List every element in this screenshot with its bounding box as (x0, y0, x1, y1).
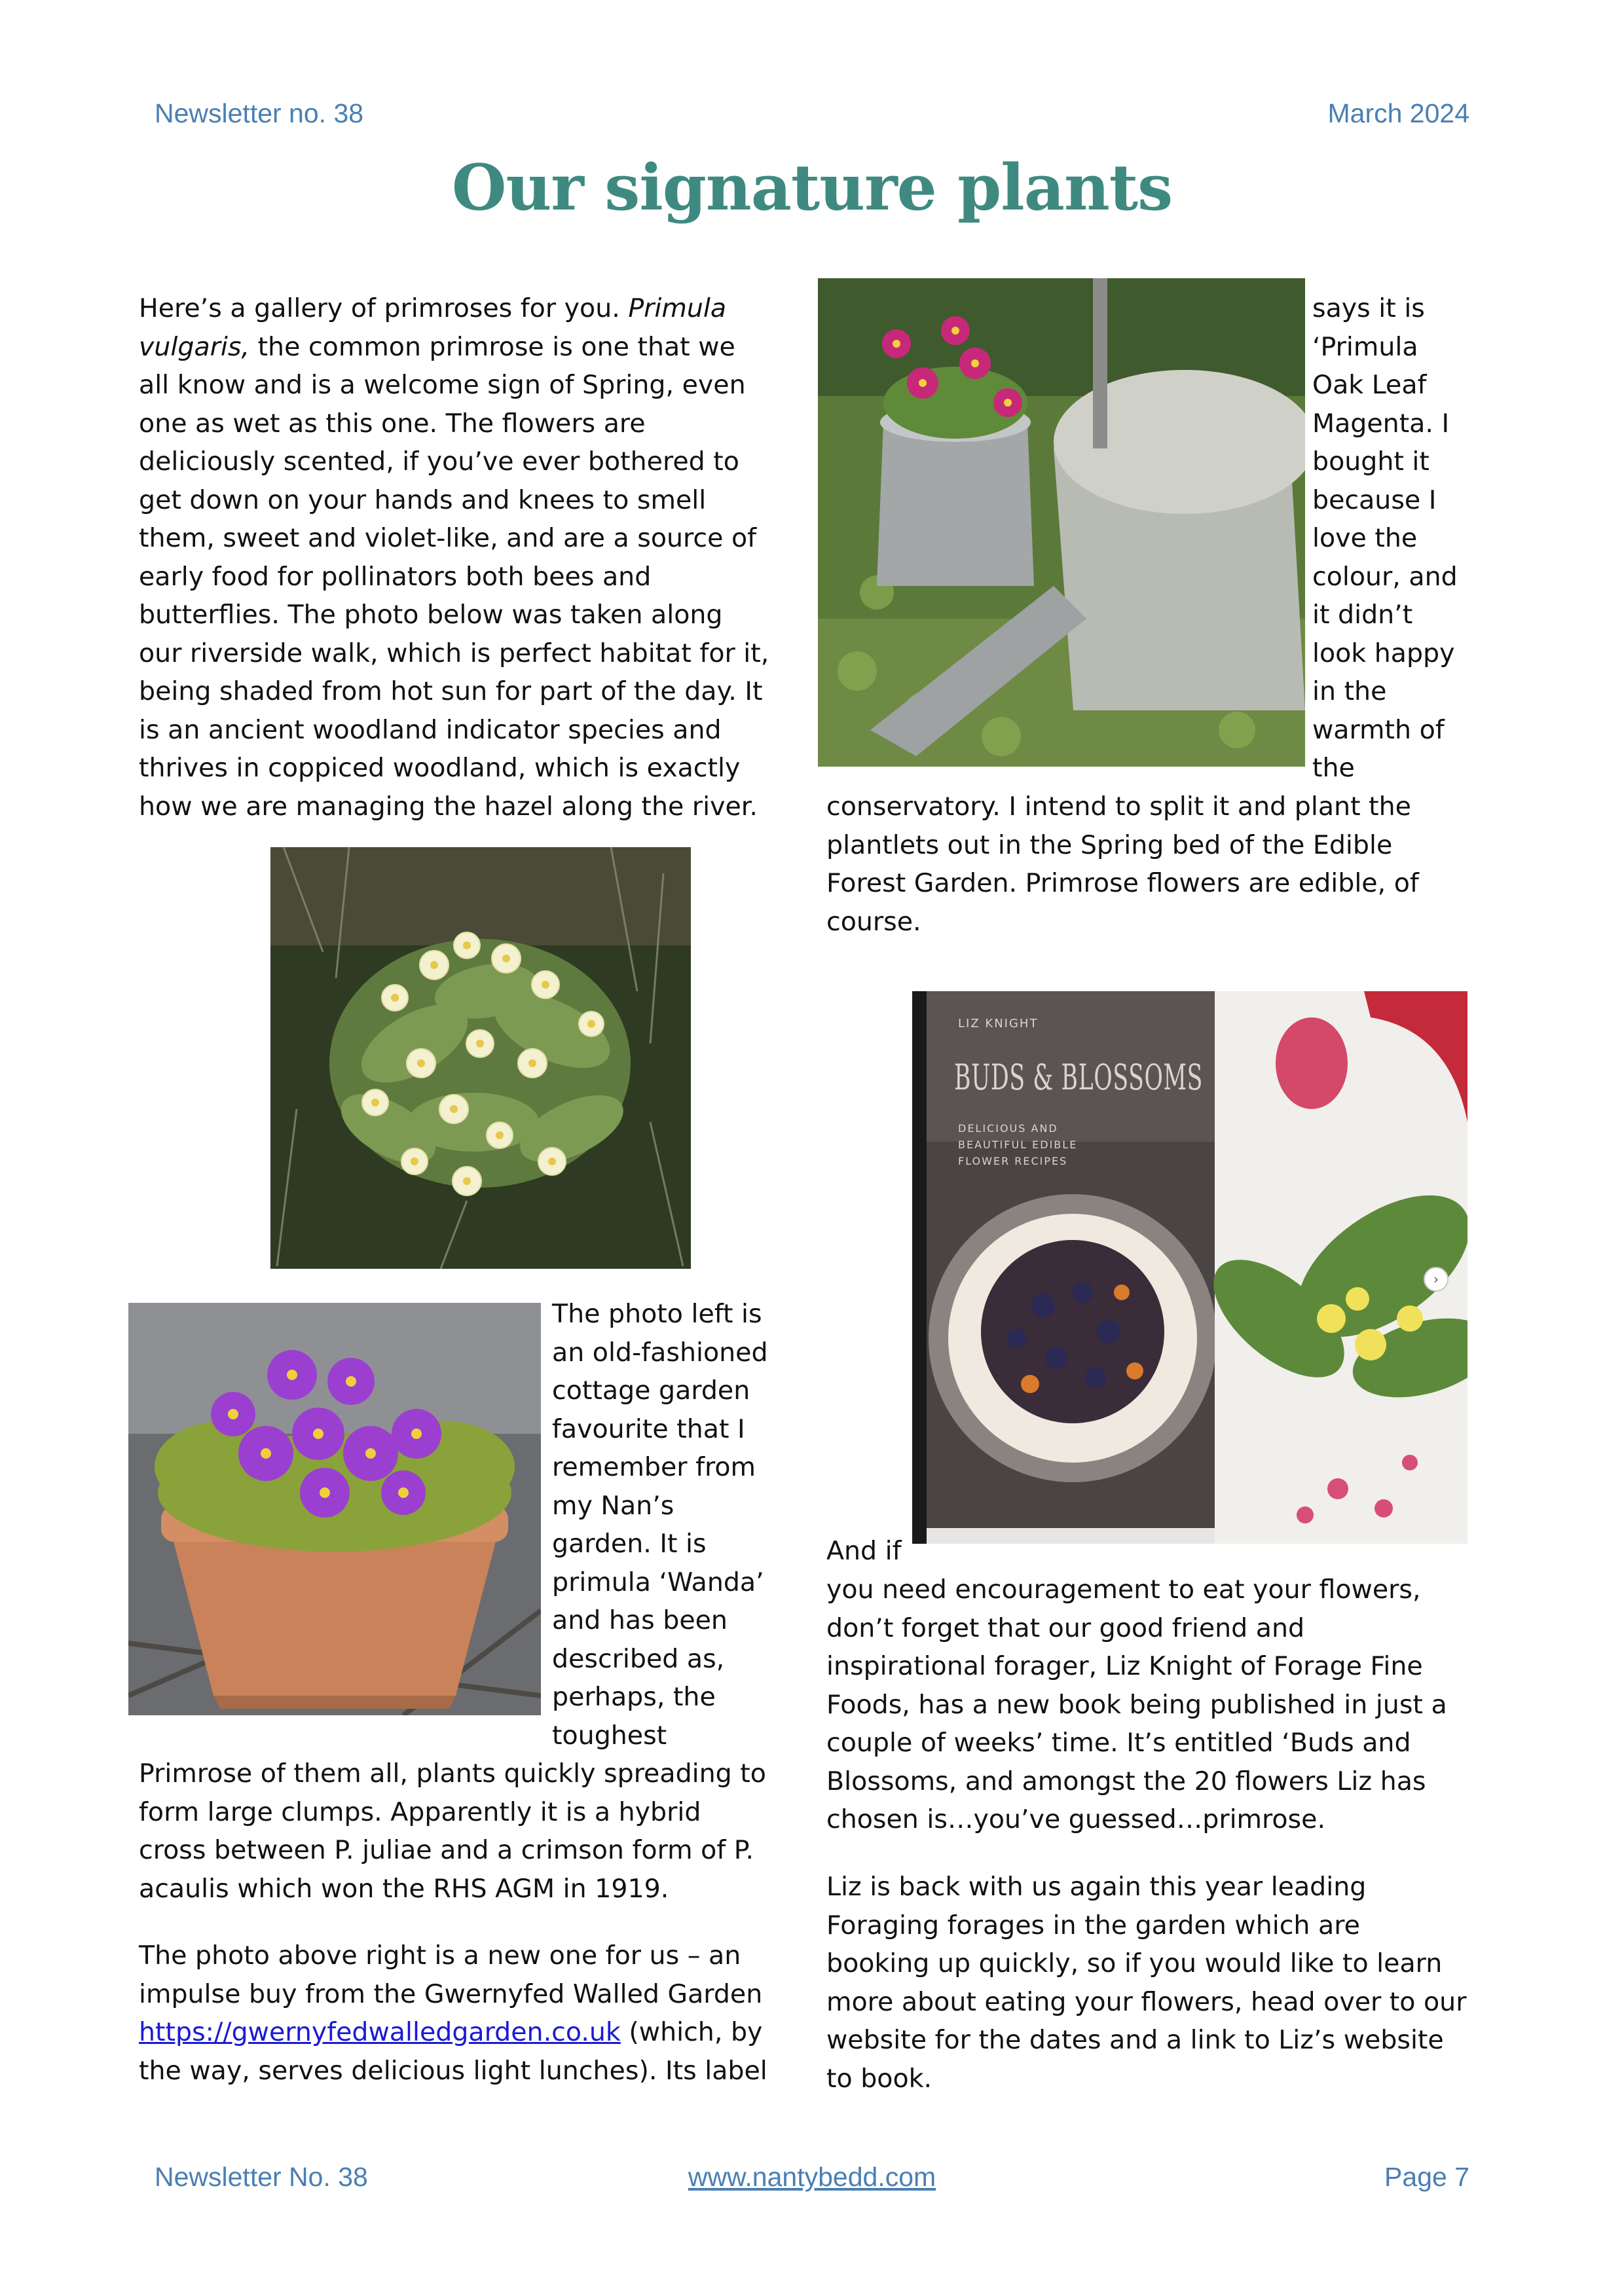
wanda-line: remember from (552, 1452, 756, 1482)
oak-leaf-side-text (1312, 289, 1509, 788)
oak-line: warmth of (1312, 714, 1445, 745)
book-title: BUDS & BLOSSOMS (954, 1057, 1203, 1098)
wanda-continued-paragraph (139, 1755, 773, 1908)
oak-line: Magenta. I (1312, 408, 1450, 439)
wanda-continued-text: Primrose of them all, plants quickly spreading to form large clumps. Apparently it is a hybrid cross between P. juliae and a crimson form of P. acaulis which won the RHS AGM in 1919. (139, 1758, 766, 1904)
footer-website-link[interactable]: www.nantybedd.com (688, 2162, 936, 2192)
oak-line: Oak Leaf (1312, 370, 1427, 400)
page-title: Our signature plants (451, 151, 1173, 225)
oak-line: look happy (1312, 638, 1455, 668)
svg-text:›: › (1433, 1271, 1439, 1287)
impulse-rest: (which, by the way, serves delicious light lunches). Its label (139, 2017, 767, 2086)
wanda-side-text (552, 1295, 775, 1755)
oak-line: it didn’t (1312, 600, 1413, 630)
header-newsletter-number: Newsletter no. 38 (155, 98, 364, 128)
oak-line: because I (1312, 484, 1437, 515)
oak-continued-paragraph (826, 788, 1455, 941)
intro-body: the common primrose is one that we all know and is a welcome sign of Spring, even one as wet as this one. The flowers are deliciously scented, if you’ve ever bothered to get down on your hands and knees to smell them, sweet and violet-like, and are a source of early food for pollinators both bees and butterflies. The photo below was taken along our riverside walk, which is perfect habitat for it, being shaded from hot sun for part of the day. It is an ancient woodland indicator species and thrives in coppiced woodland, which is exactly how we are managing the hazel along the river. (139, 331, 769, 822)
wanda-line: perhaps, the (552, 1682, 716, 1712)
wanda-line: primula ‘Wanda’ (552, 1567, 764, 1597)
oak-line: ‘Primula (1312, 331, 1418, 362)
oak-continued-text: conservatory. I intend to split it and plant the plantlets out in the Spring bed of the Edible Forest Garden. Primrose flowers are edible, of course. (826, 792, 1419, 937)
footer-page-number: Page 7 (1384, 2162, 1469, 2192)
wanda-line: toughest (552, 1720, 667, 1751)
wild-primrose-photo (270, 847, 691, 1269)
impulse-buy-paragraph (139, 1937, 773, 2090)
book-subtitle-line: DELICIOUS AND (958, 1122, 1058, 1135)
book-subtitle-line: FLOWER RECIPES (958, 1155, 1068, 1167)
book-author: LIZ KNIGHT (958, 1017, 1039, 1030)
footer-website (0, 2162, 1624, 2193)
wanda-line: cottage garden (552, 1376, 750, 1406)
intro-species-italic: Primula vulgaris, (139, 293, 727, 362)
book-paragraph-text: you need encouragement to eat your flowers, don’t forget that our good friend and inspirational forager, Liz Knight of Forage Fine Foods, has a new book being published in just a couple of weeks’ time. It’s entitled ‘Buds and Blossoms, and amongst the 20 flowers Liz has chosen is…you’ve guessed…primrose. (826, 1575, 1447, 1834)
impulse-lead: The photo above right is a new one for us – an impulse buy from the Gwernyfed Walled Garden (139, 1941, 763, 2009)
watering-can-photo (818, 278, 1305, 767)
intro-lead: Here’s a gallery of primroses for you. (139, 293, 629, 323)
footer-newsletter-number: Newsletter No. 38 (155, 2162, 368, 2192)
liz-paragraph-text: Liz is back with us again this year leading Foraging forages in the garden which are booking up quickly, so if you would like to learn more about eating your flowers, head over to our website for the dates and a link to Liz’s website to book. (826, 1872, 1467, 2094)
oak-line: love the (1312, 523, 1418, 553)
intro-paragraph (139, 289, 773, 826)
buds-and-blossoms-book-photo (912, 991, 1467, 1544)
and-if-text: And if (826, 1536, 902, 1566)
header-date: March 2024 (1327, 98, 1469, 128)
wanda-line: The photo left is (552, 1299, 762, 1329)
oak-line: the (1312, 753, 1355, 783)
wanda-line: garden. It is (552, 1529, 707, 1559)
book-paragraph (826, 1571, 1468, 1839)
book-subtitle-line: BEAUTIFUL EDIBLE (958, 1139, 1078, 1151)
oak-line: bought it (1312, 446, 1430, 477)
wanda-line: and has been (552, 1605, 728, 1635)
wanda-line: favourite that I (552, 1413, 745, 1444)
wanda-line: an old-fashioned (552, 1337, 768, 1368)
gwernyfed-link[interactable]: https://gwernyfedwalledgarden.co.uk (139, 2017, 621, 2047)
oak-line: says it is (1312, 293, 1425, 323)
liz-paragraph (826, 1868, 1468, 2098)
oak-line: colour, and (1312, 561, 1458, 592)
wanda-line: my Nan’s (552, 1490, 674, 1521)
oak-line: in the (1312, 676, 1387, 706)
wanda-line: described as, (552, 1643, 725, 1674)
primula-wanda-photo (128, 1303, 541, 1715)
